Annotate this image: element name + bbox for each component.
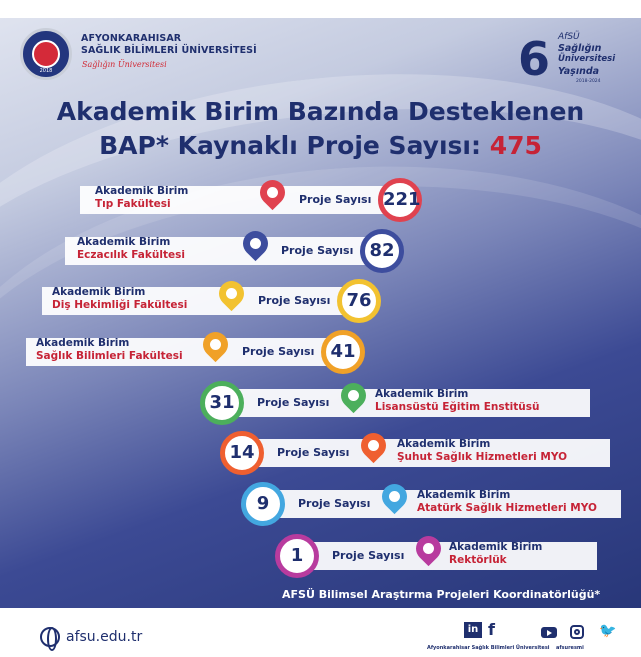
- social-account-name: Afyonkarahisar Sağlık Bilimleri Üniversitesi: [427, 645, 550, 651]
- unit-name: Şuhut Sağlık Hizmetleri MYO: [397, 451, 567, 463]
- count-label: Proje Sayısı: [299, 193, 372, 206]
- count-label: Proje Sayısı: [257, 396, 330, 409]
- count-label: Proje Sayısı: [258, 294, 331, 307]
- count-badge: 9: [241, 482, 285, 526]
- logo-year: 2018: [39, 68, 53, 74]
- unit-text: [95, 185, 188, 211]
- unit-caption: Akademik Birim: [397, 438, 491, 450]
- logo-emblem: [32, 40, 60, 68]
- unit-name: Diş Hekimliği Fakültesi: [52, 299, 188, 311]
- university-name-line1: AFYONKARAHISAR: [81, 33, 182, 44]
- title-prefix: BAP* Kaynaklı Proje Sayısı:: [99, 131, 481, 160]
- unit-text: [36, 337, 183, 363]
- anniversary-line1: Sağlığın: [558, 43, 602, 54]
- unit-row: [200, 381, 590, 423]
- count-label: Proje Sayısı: [281, 244, 354, 257]
- count-badge: 14: [220, 431, 264, 475]
- page-title-line1: Akademik Birim Bazında Desteklenen: [56, 97, 585, 126]
- count-label: Proje Sayısı: [242, 345, 315, 358]
- unit-row: [275, 534, 615, 576]
- unit-name: Sağlık Bilimleri Fakültesi: [36, 350, 183, 362]
- unit-name: Lisansüstü Eğitim Enstitüsü: [375, 401, 540, 413]
- unit-row: [80, 178, 425, 220]
- unit-caption: Akademik Birim: [52, 286, 146, 298]
- unit-text: [375, 388, 539, 414]
- unit-text: [417, 489, 597, 515]
- anniversary-line2: Üniversitesi: [558, 54, 616, 64]
- unit-text: [52, 286, 187, 312]
- twitter-icon[interactable]: 🐦: [599, 623, 617, 639]
- page-title-line2: [0, 131, 641, 160]
- count-badge: 41: [321, 330, 365, 374]
- linkedin-icon[interactable]: in: [464, 622, 482, 638]
- count-label: Proje Sayısı: [277, 446, 350, 459]
- university-tagline: Sağlığın Üniversitesi: [82, 60, 167, 69]
- unit-caption: Akademik Birim: [375, 388, 469, 400]
- unit-row: [26, 330, 371, 372]
- count-label: Proje Sayısı: [332, 549, 405, 562]
- anniversary-years: 2018-2024: [576, 79, 601, 84]
- university-logo: [20, 28, 72, 80]
- unit-name: Rektörlük: [449, 554, 507, 566]
- unit-caption: Akademik Birim: [95, 185, 189, 197]
- coordination-office-note: AFSÜ Bilimsel Araştırma Projeleri Koordinatörlüğü*: [282, 588, 601, 601]
- instagram-icon[interactable]: [570, 625, 584, 639]
- unit-row: [241, 482, 621, 524]
- unit-caption: Akademik Birim: [36, 337, 130, 349]
- anniversary-number: 6: [518, 32, 551, 86]
- unit-caption: Akademik Birim: [449, 541, 543, 553]
- unit-row: [42, 279, 387, 321]
- anniversary-line3: Yaşında: [558, 66, 600, 77]
- anniversary-logo: AfSÜ: [558, 32, 580, 42]
- unit-name: Atatürk Sağlık Hizmetleri MYO: [417, 502, 597, 514]
- unit-name: Tıp Fakültesi: [95, 198, 171, 210]
- anniversary-badge: [518, 32, 618, 94]
- count-badge: 82: [360, 229, 404, 273]
- facebook-icon[interactable]: f: [488, 620, 495, 639]
- social-account-handle: afsuresmi: [556, 645, 584, 651]
- total-count: 475: [489, 131, 542, 160]
- university-name-line2: SAĞLIK BİLİMLERİ ÜNİVERSİTESİ: [81, 45, 257, 56]
- count-badge: 221: [378, 178, 422, 222]
- count-badge: 1: [275, 534, 319, 578]
- unit-name: Eczacılık Fakültesi: [77, 249, 185, 261]
- count-badge: 76: [337, 279, 381, 323]
- youtube-icon[interactable]: [541, 627, 557, 638]
- unit-caption: Akademik Birim: [417, 489, 511, 501]
- unit-row: [220, 431, 610, 473]
- unit-text: [397, 438, 567, 464]
- website-link[interactable]: afsu.edu.tr: [66, 629, 143, 645]
- unit-row: [65, 229, 410, 271]
- count-badge: 31: [200, 381, 244, 425]
- count-label: Proje Sayısı: [298, 497, 371, 510]
- unit-caption: Akademik Birim: [77, 236, 171, 248]
- unit-text: [77, 236, 185, 262]
- unit-text: [449, 541, 542, 567]
- globe-icon: [40, 627, 60, 647]
